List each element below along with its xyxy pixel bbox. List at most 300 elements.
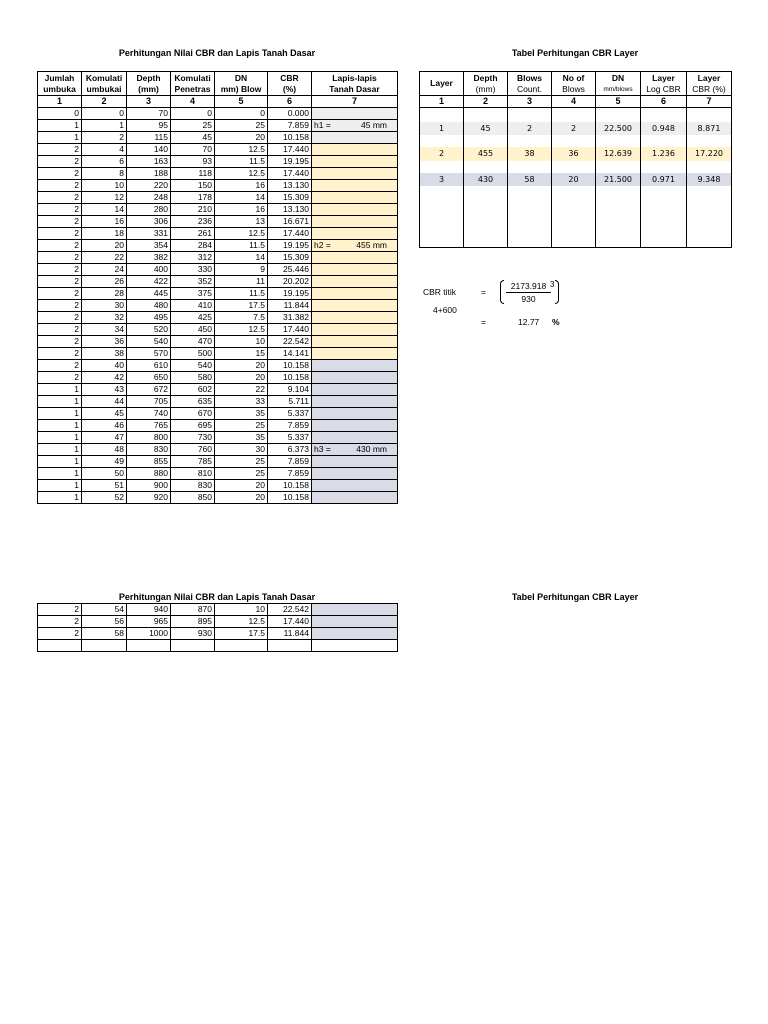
dn-cell: 25	[215, 456, 268, 468]
cbr-cell: 14.141	[268, 348, 312, 360]
layer-table-body	[420, 108, 732, 248]
header-line-2: umbuka	[43, 83, 76, 94]
cbr-cell: 17.440	[268, 144, 312, 156]
jumlah-tumbukan-cell: 1	[38, 132, 82, 144]
komulatif-penetrasi-cell: 210	[171, 204, 215, 216]
empty-cell	[596, 161, 641, 173]
dn-cell: 14	[215, 252, 268, 264]
column-number-row	[38, 96, 398, 108]
lapis-cell	[312, 276, 398, 288]
table-row	[38, 312, 398, 324]
jumlah-tumbukan-cell: 2	[38, 144, 82, 156]
table-row	[38, 456, 398, 468]
dn-cell: 17.5	[215, 300, 268, 312]
depth-cell: 220	[127, 180, 171, 192]
jumlah-tumbukan-cell: 2	[38, 252, 82, 264]
jumlah-tumbukan-cell: 1	[38, 480, 82, 492]
empty-cell	[508, 161, 552, 173]
cbr-cell: 20.202	[268, 276, 312, 288]
header-line-2: umbukai	[86, 83, 122, 94]
header-layer-cbr	[687, 72, 732, 96]
cbr-cell: 6.373	[268, 444, 312, 456]
table-row	[38, 180, 398, 192]
cbr-table-title-continued: Perhitungan Nilai CBR dan Lapis Tanah Dasar	[118, 592, 316, 602]
empty-cell	[82, 640, 127, 652]
header-line-1: Depth	[136, 72, 161, 83]
depth-cell: 115	[127, 132, 171, 144]
depth-cell: 382	[127, 252, 171, 264]
komulatif-tumbukan-cell: 47	[82, 432, 127, 444]
header-line-2: Log CBR	[646, 83, 681, 94]
table-row	[38, 132, 398, 144]
layer-thickness-label: h3 =	[314, 444, 331, 454]
no-of-blows-cell: 20	[552, 173, 596, 186]
blank-row	[38, 640, 398, 652]
jumlah-tumbukan-cell: 2	[38, 276, 82, 288]
depth-cell: 422	[127, 276, 171, 288]
table-row	[38, 444, 398, 456]
jumlah-tumbukan-cell: 0	[38, 108, 82, 120]
cbr-cell: 0.000	[268, 108, 312, 120]
column-number: 5	[596, 96, 641, 108]
layer-table-title-continued: Tabel Perhitungan CBR Layer	[511, 592, 639, 602]
cbr-cell: 7.859	[268, 468, 312, 480]
dn-cell: 22	[215, 384, 268, 396]
layer-thickness-label: h1 =	[314, 120, 331, 130]
jumlah-tumbukan-cell: 1	[38, 492, 82, 504]
empty-cell	[596, 135, 641, 147]
table-row	[38, 480, 398, 492]
jumlah-tumbukan-cell: 1	[38, 396, 82, 408]
layer-number-cell: 3	[420, 173, 464, 186]
komulatif-tumbukan-cell: 42	[82, 372, 127, 384]
komulatif-tumbukan-cell: 20	[82, 240, 127, 252]
komulatif-tumbukan-cell: 18	[82, 228, 127, 240]
layer-depth-cell: 45	[464, 122, 508, 135]
no-of-blows-cell: 2	[552, 122, 596, 135]
komulatif-penetrasi-cell: 450	[171, 324, 215, 336]
komulatif-penetrasi-cell: 118	[171, 168, 215, 180]
table-row	[38, 384, 398, 396]
cbr-cell: 17.440	[268, 616, 312, 628]
table-row	[38, 372, 398, 384]
table-row	[38, 264, 398, 276]
layer-cbr-cell: 17.220	[687, 147, 732, 161]
komulatif-tumbukan-cell: 1	[82, 120, 127, 132]
layer-thickness-value: 430 mm	[356, 444, 387, 454]
blows-count-cell: 2	[508, 122, 552, 135]
depth-cell: 740	[127, 408, 171, 420]
dn-cell: 16	[215, 180, 268, 192]
lapis-cell	[312, 180, 398, 192]
depth-cell: 540	[127, 336, 171, 348]
cbr-titik-label: CBR titik	[423, 287, 457, 297]
empty-cell	[687, 161, 732, 173]
cbr-result-unit: %	[552, 317, 560, 327]
empty-cell	[171, 640, 215, 652]
jumlah-tumbukan-cell: 1	[38, 420, 82, 432]
cbr-cell: 17.440	[268, 324, 312, 336]
cbr-cell: 22.542	[268, 604, 312, 616]
komulatif-tumbukan-cell: 10	[82, 180, 127, 192]
header-line-1: CBR	[280, 72, 299, 83]
table-row	[38, 324, 398, 336]
dn-cell: 21.500	[596, 173, 641, 186]
komulatif-penetrasi-cell: 25	[171, 120, 215, 132]
dn-cell: 13	[215, 216, 268, 228]
komulatif-penetrasi-cell: 261	[171, 228, 215, 240]
cbr-cell: 19.195	[268, 156, 312, 168]
header-depth	[464, 72, 508, 96]
empty-cell	[508, 135, 552, 147]
depth-cell: 445	[127, 288, 171, 300]
header-line-2: CBR (%)	[692, 83, 726, 94]
column-number: 3	[127, 96, 171, 108]
layer-row	[420, 173, 732, 186]
column-number: 6	[641, 96, 687, 108]
komulatif-tumbukan-cell: 6	[82, 156, 127, 168]
fraction-line	[506, 292, 551, 293]
cbr-cell: 7.859	[268, 456, 312, 468]
komulatif-penetrasi-cell: 540	[171, 360, 215, 372]
dn-cell: 12.5	[215, 144, 268, 156]
depth-cell: 163	[127, 156, 171, 168]
cbr-cell: 11.844	[268, 628, 312, 640]
cbr-result-value: 12.77	[518, 317, 540, 327]
komulatif-penetrasi-cell: 236	[171, 216, 215, 228]
log-cbr-cell: 1.236	[641, 147, 687, 161]
komulatif-tumbukan-cell: 24	[82, 264, 127, 276]
dn-cell: 20	[215, 372, 268, 384]
header-line-2: (mm)	[138, 83, 159, 94]
depth-cell: 354	[127, 240, 171, 252]
dn-cell: 11.5	[215, 288, 268, 300]
depth-cell: 95	[127, 120, 171, 132]
komulatif-tumbukan-cell: 34	[82, 324, 127, 336]
lapis-cell	[312, 144, 398, 156]
empty-cell	[687, 108, 732, 122]
blows-count-cell: 58	[508, 173, 552, 186]
empty-cell	[312, 640, 398, 652]
cbr-cell: 10.158	[268, 132, 312, 144]
lapis-cell	[312, 288, 398, 300]
no-of-blows-cell: 36	[552, 147, 596, 161]
table-row	[38, 300, 398, 312]
komulatif-penetrasi-cell: 870	[171, 604, 215, 616]
layer-row	[420, 147, 732, 161]
komulatif-tumbukan-cell: 28	[82, 288, 127, 300]
header-line-1: Jumlah	[44, 72, 75, 83]
cbr-cell: 10.158	[268, 492, 312, 504]
table-row	[38, 156, 398, 168]
lapis-cell	[312, 240, 398, 252]
formula-numerator: 2173.918	[510, 281, 547, 291]
komulatif-penetrasi-cell: 425	[171, 312, 215, 324]
dn-cell: 10	[215, 604, 268, 616]
komulatif-tumbukan-cell: 2	[82, 132, 127, 144]
table-row	[38, 168, 398, 180]
komulatif-tumbukan-cell: 51	[82, 480, 127, 492]
dn-cell: 11.5	[215, 156, 268, 168]
komulatif-tumbukan-cell: 0	[82, 108, 127, 120]
spacer-row	[420, 108, 732, 122]
header-line-1: DN	[234, 72, 248, 83]
table-row	[38, 240, 398, 252]
cbr-cell: 7.859	[268, 120, 312, 132]
jumlah-tumbukan-cell: 1	[38, 444, 82, 456]
depth-cell: 248	[127, 192, 171, 204]
dn-cell: 25	[215, 420, 268, 432]
jumlah-tumbukan-cell: 2	[38, 192, 82, 204]
depth-cell: 650	[127, 372, 171, 384]
table-row	[38, 432, 398, 444]
komulatif-penetrasi-cell: 45	[171, 132, 215, 144]
komulatif-penetrasi-cell: 375	[171, 288, 215, 300]
komulatif-penetrasi-cell: 70	[171, 144, 215, 156]
komulatif-tumbukan-cell: 50	[82, 468, 127, 480]
header-lapis-tanah-dasar	[312, 72, 398, 96]
komulatif-penetrasi-cell: 0	[171, 108, 215, 120]
lapis-cell	[312, 616, 398, 628]
empty-cell	[464, 186, 508, 248]
empty-cell	[420, 108, 464, 122]
header-line-2: Count.	[516, 83, 543, 94]
empty-cell	[127, 640, 171, 652]
lapis-cell	[312, 252, 398, 264]
jumlah-tumbukan-cell: 1	[38, 432, 82, 444]
header-layer	[420, 72, 464, 96]
column-number: 3	[508, 96, 552, 108]
dn-cell: 20	[215, 492, 268, 504]
header-line-2: mm/blows	[603, 85, 633, 93]
jumlah-tumbukan-cell: 2	[38, 156, 82, 168]
depth-cell: 70	[127, 108, 171, 120]
empty-cell	[641, 135, 687, 147]
table-row	[38, 228, 398, 240]
dn-cell: 7.5	[215, 312, 268, 324]
table-row	[38, 420, 398, 432]
header-row	[420, 72, 732, 96]
header-komulatif-penetrasi	[171, 72, 215, 96]
header-no-of-blows	[552, 72, 596, 96]
header-line-2: Blows	[562, 83, 585, 94]
column-number: 2	[464, 96, 508, 108]
station-label: 4+600	[433, 305, 457, 315]
lapis-cell	[312, 384, 398, 396]
komulatif-penetrasi-cell: 635	[171, 396, 215, 408]
lapis-cell	[312, 360, 398, 372]
cbr-table-body	[38, 108, 398, 504]
cbr-calculation-table	[37, 71, 398, 504]
komulatif-tumbukan-cell: 40	[82, 360, 127, 372]
lapis-cell	[312, 456, 398, 468]
dn-cell: 20	[215, 132, 268, 144]
komulatif-penetrasi-cell: 730	[171, 432, 215, 444]
table-row	[38, 468, 398, 480]
table-row	[38, 204, 398, 216]
lapis-cell	[312, 228, 398, 240]
depth-cell: 306	[127, 216, 171, 228]
depth-cell: 400	[127, 264, 171, 276]
table-row	[38, 628, 398, 640]
jumlah-tumbukan-cell: 2	[38, 216, 82, 228]
cbr-cell: 13.130	[268, 180, 312, 192]
komulatif-penetrasi-cell: 895	[171, 616, 215, 628]
lapis-cell	[312, 492, 398, 504]
komulatif-tumbukan-cell: 4	[82, 144, 127, 156]
jumlah-tumbukan-cell: 1	[38, 408, 82, 420]
lapis-cell	[312, 336, 398, 348]
header-depth	[127, 72, 171, 96]
dn-cell: 22.500	[596, 122, 641, 135]
dn-cell: 12.639	[596, 147, 641, 161]
dn-cell: 33	[215, 396, 268, 408]
table-row	[38, 604, 398, 616]
jumlah-tumbukan-cell: 2	[38, 300, 82, 312]
dn-cell: 11.5	[215, 240, 268, 252]
komulatif-tumbukan-cell: 36	[82, 336, 127, 348]
dn-cell: 30	[215, 444, 268, 456]
lapis-cell	[312, 372, 398, 384]
komulatif-penetrasi-cell: 93	[171, 156, 215, 168]
jumlah-tumbukan-cell: 2	[38, 336, 82, 348]
komulatif-penetrasi-cell: 410	[171, 300, 215, 312]
header-layer-log-cbr	[641, 72, 687, 96]
jumlah-tumbukan-cell: 2	[38, 372, 82, 384]
jumlah-tumbukan-cell: 2	[38, 264, 82, 276]
dn-cell: 10	[215, 336, 268, 348]
header-line-1: Lapis-lapis	[332, 72, 377, 83]
komulatif-penetrasi-cell: 785	[171, 456, 215, 468]
spacer-row	[420, 186, 732, 248]
lapis-cell	[312, 192, 398, 204]
lapis-cell	[312, 168, 398, 180]
empty-cell	[641, 186, 687, 248]
lapis-cell	[312, 312, 398, 324]
dn-cell: 20	[215, 480, 268, 492]
header-komulatif-tumbukan	[82, 72, 127, 96]
komulatif-penetrasi-cell: 580	[171, 372, 215, 384]
komulatif-tumbukan-cell: 52	[82, 492, 127, 504]
dn-cell: 35	[215, 432, 268, 444]
table-row	[38, 108, 398, 120]
header-line-1: No of	[562, 72, 585, 83]
komulatif-penetrasi-cell: 178	[171, 192, 215, 204]
jumlah-tumbukan-cell: 2	[38, 616, 82, 628]
table-row	[38, 216, 398, 228]
dn-cell: 15	[215, 348, 268, 360]
dn-cell: 12.5	[215, 324, 268, 336]
jumlah-tumbukan-cell: 1	[38, 120, 82, 132]
header-line-1: Layer	[697, 72, 721, 83]
dn-cell: 16	[215, 204, 268, 216]
header-line-2: Penetras	[174, 83, 211, 94]
lapis-cell	[312, 216, 398, 228]
cbr-cell: 17.440	[268, 228, 312, 240]
cbr-cell: 25.446	[268, 264, 312, 276]
depth-cell: 880	[127, 468, 171, 480]
layer-cbr-table	[419, 71, 732, 248]
depth-cell: 495	[127, 312, 171, 324]
komulatif-penetrasi-cell: 602	[171, 384, 215, 396]
cbr-table-title: Perhitungan Nilai CBR dan Lapis Tanah Dasar	[118, 48, 316, 58]
header-line-1: Depth	[473, 72, 498, 83]
jumlah-tumbukan-cell: 2	[38, 168, 82, 180]
cbr-cell: 22.542	[268, 336, 312, 348]
cbr-cell: 31.382	[268, 312, 312, 324]
empty-cell	[552, 108, 596, 122]
layer-depth-cell: 455	[464, 147, 508, 161]
empty-cell	[596, 108, 641, 122]
depth-cell: 830	[127, 444, 171, 456]
cbr-cell: 16.671	[268, 216, 312, 228]
header-dn	[596, 72, 641, 96]
empty-cell	[420, 135, 464, 147]
komulatif-tumbukan-cell: 16	[82, 216, 127, 228]
cbr-calculation-table-continued	[37, 603, 398, 652]
header-line-1: Komulati	[174, 72, 211, 83]
column-number: 7	[687, 96, 732, 108]
cbr-cell: 10.158	[268, 372, 312, 384]
dn-cell: 25	[215, 468, 268, 480]
empty-cell	[641, 108, 687, 122]
komulatif-penetrasi-cell: 150	[171, 180, 215, 192]
layer-number-cell: 1	[420, 122, 464, 135]
cbr-cell: 5.711	[268, 396, 312, 408]
formula-exponent: 3	[550, 280, 555, 289]
komulatif-penetrasi-cell: 470	[171, 336, 215, 348]
empty-cell	[687, 186, 732, 248]
table-row	[38, 396, 398, 408]
layer-depth-cell: 430	[464, 173, 508, 186]
dn-cell: 35	[215, 408, 268, 420]
lapis-cell	[312, 408, 398, 420]
komulatif-tumbukan-cell: 22	[82, 252, 127, 264]
komulatif-penetrasi-cell: 830	[171, 480, 215, 492]
equals-sign: =	[481, 287, 486, 297]
empty-cell	[596, 186, 641, 248]
lapis-cell	[312, 420, 398, 432]
depth-cell: 940	[127, 604, 171, 616]
log-cbr-cell: 0.948	[641, 122, 687, 135]
header-row	[38, 72, 398, 96]
empty-cell	[420, 161, 464, 173]
layer-cbr-cell: 8.871	[687, 122, 732, 135]
layer-table-title: Tabel Perhitungan CBR Layer	[511, 48, 639, 58]
header-line-1: Layer	[430, 78, 453, 88]
dn-cell: 17.5	[215, 628, 268, 640]
komulatif-tumbukan-cell: 45	[82, 408, 127, 420]
komulatif-tumbukan-cell: 48	[82, 444, 127, 456]
komulatif-penetrasi-cell: 850	[171, 492, 215, 504]
lapis-cell	[312, 120, 398, 132]
header-line-2: Tanah Dasar	[329, 83, 380, 94]
komulatif-penetrasi-cell: 810	[171, 468, 215, 480]
depth-cell: 570	[127, 348, 171, 360]
cbr-cell: 19.195	[268, 288, 312, 300]
dn-cell: 0	[215, 108, 268, 120]
depth-cell: 965	[127, 616, 171, 628]
blows-count-cell: 38	[508, 147, 552, 161]
jumlah-tumbukan-cell: 1	[38, 468, 82, 480]
column-number: 7	[312, 96, 398, 108]
table-row	[38, 120, 398, 132]
komulatif-tumbukan-cell: 14	[82, 204, 127, 216]
header-cbr	[268, 72, 312, 96]
empty-cell	[552, 161, 596, 173]
lapis-cell	[312, 324, 398, 336]
komulatif-tumbukan-cell: 56	[82, 616, 127, 628]
